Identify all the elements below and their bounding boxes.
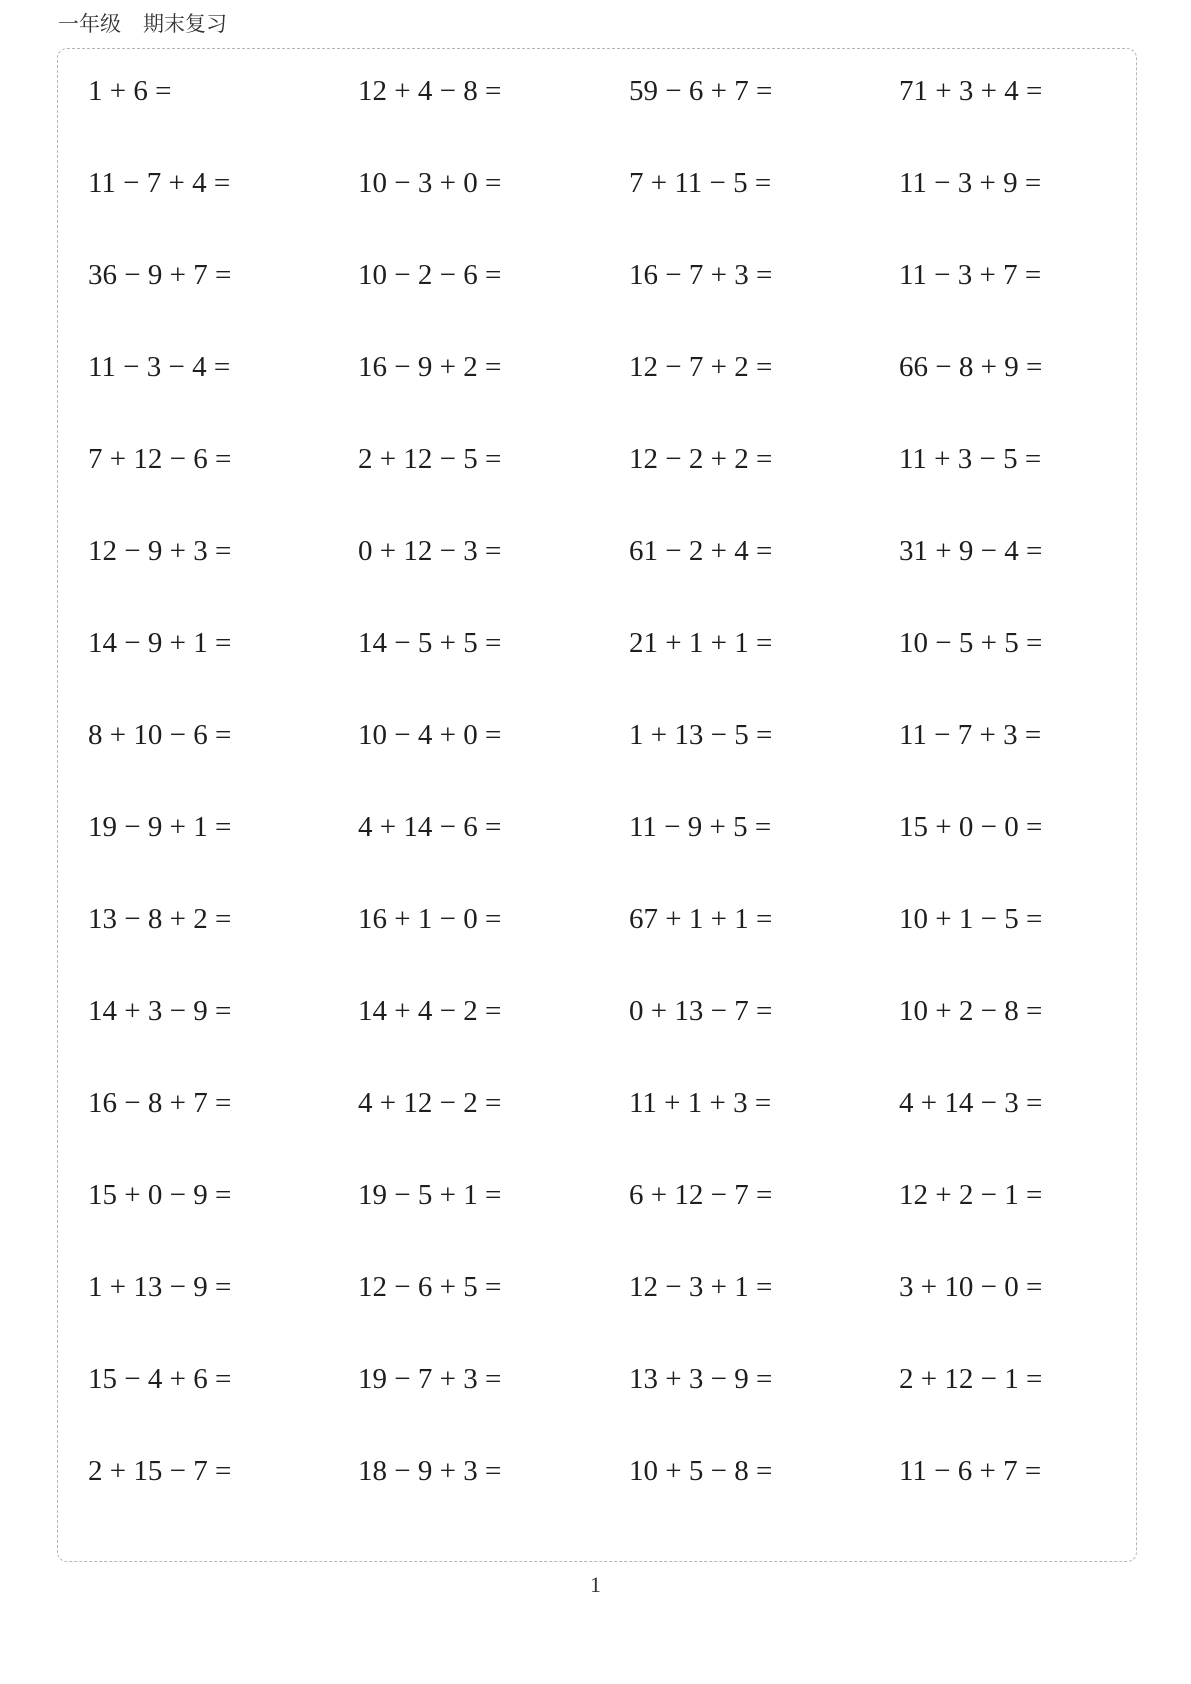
math-problem: 2 + 12 − 1 =: [899, 1363, 1043, 1395]
math-problem: 11 − 9 + 5 =: [629, 811, 772, 843]
problem-row: [58, 899, 1136, 939]
problem-row: [58, 1451, 1136, 1491]
problem-row: [58, 1267, 1136, 1307]
problem-row: [58, 1175, 1136, 1215]
problem-row: [58, 991, 1136, 1031]
problem-row: [58, 1359, 1136, 1399]
problem-row: [58, 439, 1136, 479]
math-problem: 4 + 12 − 2 =: [358, 1087, 502, 1119]
math-problem: 2 + 12 − 5 =: [358, 443, 502, 475]
math-problem: 15 − 4 + 6 =: [88, 1363, 232, 1395]
math-problem: 19 − 9 + 1 =: [88, 811, 232, 843]
math-problem: 4 + 14 − 3 =: [899, 1087, 1043, 1119]
problem-row: [58, 715, 1136, 755]
math-problem: 14 − 9 + 1 =: [88, 627, 232, 659]
math-problem: 10 + 2 − 8 =: [899, 995, 1043, 1027]
math-problem: 31 + 9 − 4 =: [899, 535, 1043, 567]
math-problem: 13 − 8 + 2 =: [88, 903, 232, 935]
math-problem: 10 − 2 − 6 =: [358, 259, 502, 291]
problem-box: [57, 48, 1137, 1562]
math-problem: 16 − 9 + 2 =: [358, 351, 502, 383]
problem-row: [58, 623, 1136, 663]
math-problem: 16 − 7 + 3 =: [629, 259, 773, 291]
problem-row: [58, 531, 1136, 571]
math-problem: 12 − 3 + 1 =: [629, 1271, 773, 1303]
math-problem: 7 + 12 − 6 =: [88, 443, 232, 475]
math-problem: 12 − 7 + 2 =: [629, 351, 773, 383]
problem-row: [58, 163, 1136, 203]
math-problem: 10 − 5 + 5 =: [899, 627, 1043, 659]
math-problem: 21 + 1 + 1 =: [629, 627, 773, 659]
math-problem: 1 + 13 − 9 =: [88, 1271, 232, 1303]
math-problem: 4 + 14 − 6 =: [358, 811, 502, 843]
math-problem: 10 − 3 + 0 =: [358, 167, 502, 199]
math-problem: 71 + 3 + 4 =: [899, 75, 1043, 107]
problem-row: [58, 807, 1136, 847]
math-problem: 10 + 5 − 8 =: [629, 1455, 773, 1487]
math-problem: 1 + 13 − 5 =: [629, 719, 773, 751]
math-problem: 7 + 11 − 5 =: [629, 167, 772, 199]
math-problem: 0 + 12 − 3 =: [358, 535, 502, 567]
math-problem: 11 − 3 + 7 =: [899, 259, 1042, 291]
problem-row: [58, 71, 1136, 111]
math-problem: 13 + 3 − 9 =: [629, 1363, 773, 1395]
math-problem: 66 − 8 + 9 =: [899, 351, 1043, 383]
math-problem: 3 + 10 − 0 =: [899, 1271, 1043, 1303]
problem-row: [58, 347, 1136, 387]
math-problem: 14 + 4 − 2 =: [358, 995, 502, 1027]
math-problem: 6 + 12 − 7 =: [629, 1179, 773, 1211]
math-problem: 59 − 6 + 7 =: [629, 75, 773, 107]
math-problem: 12 − 6 + 5 =: [358, 1271, 502, 1303]
math-problem: 12 − 9 + 3 =: [88, 535, 232, 567]
math-problem: 10 + 1 − 5 =: [899, 903, 1043, 935]
math-problem: 11 + 1 + 3 =: [629, 1087, 772, 1119]
math-problem: 15 + 0 − 9 =: [88, 1179, 232, 1211]
math-problem: 8 + 10 − 6 =: [88, 719, 232, 751]
math-problem: 11 + 3 − 5 =: [899, 443, 1042, 475]
math-problem: 1 + 6 =: [88, 75, 172, 107]
math-problem: 11 − 6 + 7 =: [899, 1455, 1042, 1487]
math-problem: 19 − 5 + 1 =: [358, 1179, 502, 1211]
math-problem: 2 + 15 − 7 =: [88, 1455, 232, 1487]
math-problem: 12 + 4 − 8 =: [358, 75, 502, 107]
math-problem: 67 + 1 + 1 =: [629, 903, 773, 935]
math-problem: 14 + 3 − 9 =: [88, 995, 232, 1027]
math-problem: 11 − 3 − 4 =: [88, 351, 231, 383]
math-problem: 19 − 7 + 3 =: [358, 1363, 502, 1395]
math-problem: 11 − 3 + 9 =: [899, 167, 1042, 199]
page-number: 1: [590, 1572, 601, 1597]
math-problem: 16 − 8 + 7 =: [88, 1087, 232, 1119]
math-problem: 12 − 2 + 2 =: [629, 443, 773, 475]
math-problem: 0 + 13 − 7 =: [629, 995, 773, 1027]
math-problem: 16 + 1 − 0 =: [358, 903, 502, 935]
math-problem: 18 − 9 + 3 =: [358, 1455, 502, 1487]
page-header: [58, 8, 227, 38]
math-problem: 10 − 4 + 0 =: [358, 719, 502, 751]
math-problem: 14 − 5 + 5 =: [358, 627, 502, 659]
grade-label: 一年级: [58, 12, 121, 36]
problem-row: [58, 255, 1136, 295]
worksheet-title: 期末复习: [143, 12, 227, 36]
problem-row: [58, 1083, 1136, 1123]
math-problem: 11 − 7 + 4 =: [88, 167, 231, 199]
math-problem: 36 − 9 + 7 =: [88, 259, 232, 291]
math-problem: 11 − 7 + 3 =: [899, 719, 1042, 751]
math-problem: 15 + 0 − 0 =: [899, 811, 1043, 843]
math-problem: 12 + 2 − 1 =: [899, 1179, 1043, 1211]
math-problem: 61 − 2 + 4 =: [629, 535, 773, 567]
